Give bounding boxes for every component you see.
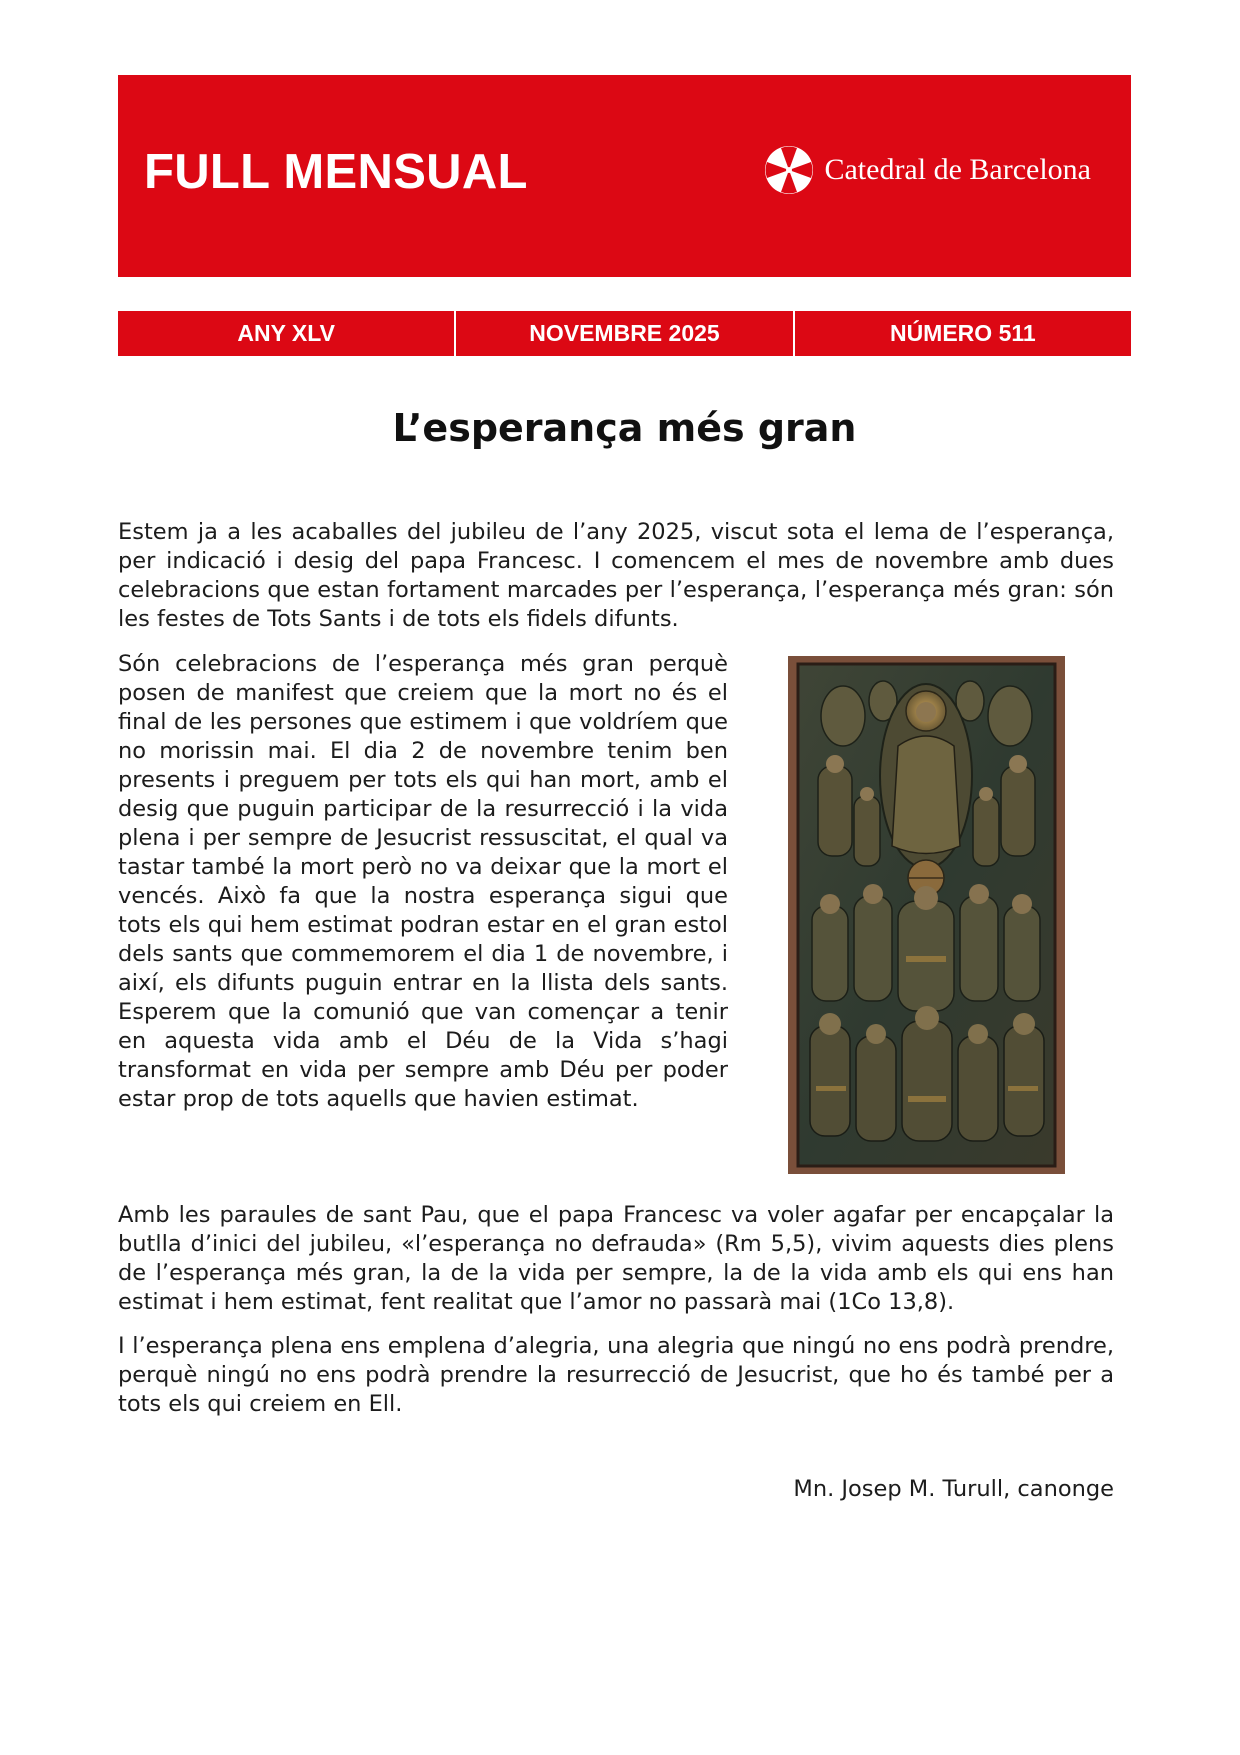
issue-month: NOVEMBRE 2025 — [454, 311, 792, 356]
author-signature: Mn. Josep M. Turull, canonge — [793, 1476, 1114, 1502]
article-paragraph: Amb les paraules de sant Pau, que el papa Francesc va voler agafar per encapçalar la butlla d’inici del jubileu, «l’esperança no defrauda» (Rm 5,5), vivim aquests dies plens de l’esperança més gran, la de la vida per sempre, la de la vida amb els qui ens han estimat i hem estimat, fent realitat que l’amor no passarà mai (1Co 13,8). — [118, 1202, 1114, 1315]
article-title: L’esperança més gran — [392, 406, 857, 450]
cathedral-brand — [764, 145, 1091, 195]
all-saints-relief-image — [788, 656, 1065, 1174]
masthead-banner — [118, 75, 1131, 277]
issue-number: NÚMERO 511 — [793, 311, 1131, 356]
cathedral-name: Catedral de Barcelona — [824, 153, 1091, 186]
issue-info-bar — [118, 311, 1131, 356]
article-paragraph: Són celebracions de l’esperança més gran perquè posen de manifest que creiem que la mort no és el final de les persones que estimem i que voldríem que no morissin mai. El dia 2 de novembre tenim ben presents i preguem per tots els qui han mort, amb el desig que puguin participar de la resurrecció i la vida plena i per sempre de Jesucrist ressuscitat, el qual va tastar també la mort però no va deixar que la mort el vencés. Això fa que la nostra esperança sigui que tots els qui hem estimat podran estar en el gran estol dels sants que commemorem el dia 1 de novembre, i així, els difunts puguin entrar en la llista dels sants. Esperem que la comunió que van començar a tenir en aquesta vida amb el Déu de la Vida s’hagi transformat en vida per sempre amb Déu per poder estar prop de tots aquells que havien estimat. — [118, 651, 728, 1112]
article-paragraph: I l’esperança plena ens emplena d’alegria, una alegria que ningú no ens podrà prendre, perquè ningú no ens podrà prendre la resurrecció de Jesucrist, que ho és també per a tots els qui creiem en Ell. — [118, 1333, 1114, 1417]
issue-year: ANY XLV — [237, 320, 335, 346]
publication-title: FULL MENSUAL — [144, 145, 528, 199]
article-paragraph: Estem ja a les acaballes del jubileu de l’any 2025, viscut sota el lema de l’esperança, per indicació i desig del papa Francesc. I comencem el mes de novembre amb dues celebracions que estan fortament marcades per l’esperança, l’esperança més gran: són les festes de Tots Sants i de tots els fidels difunts. — [118, 519, 1114, 632]
cathedral-cross-icon — [764, 145, 814, 195]
